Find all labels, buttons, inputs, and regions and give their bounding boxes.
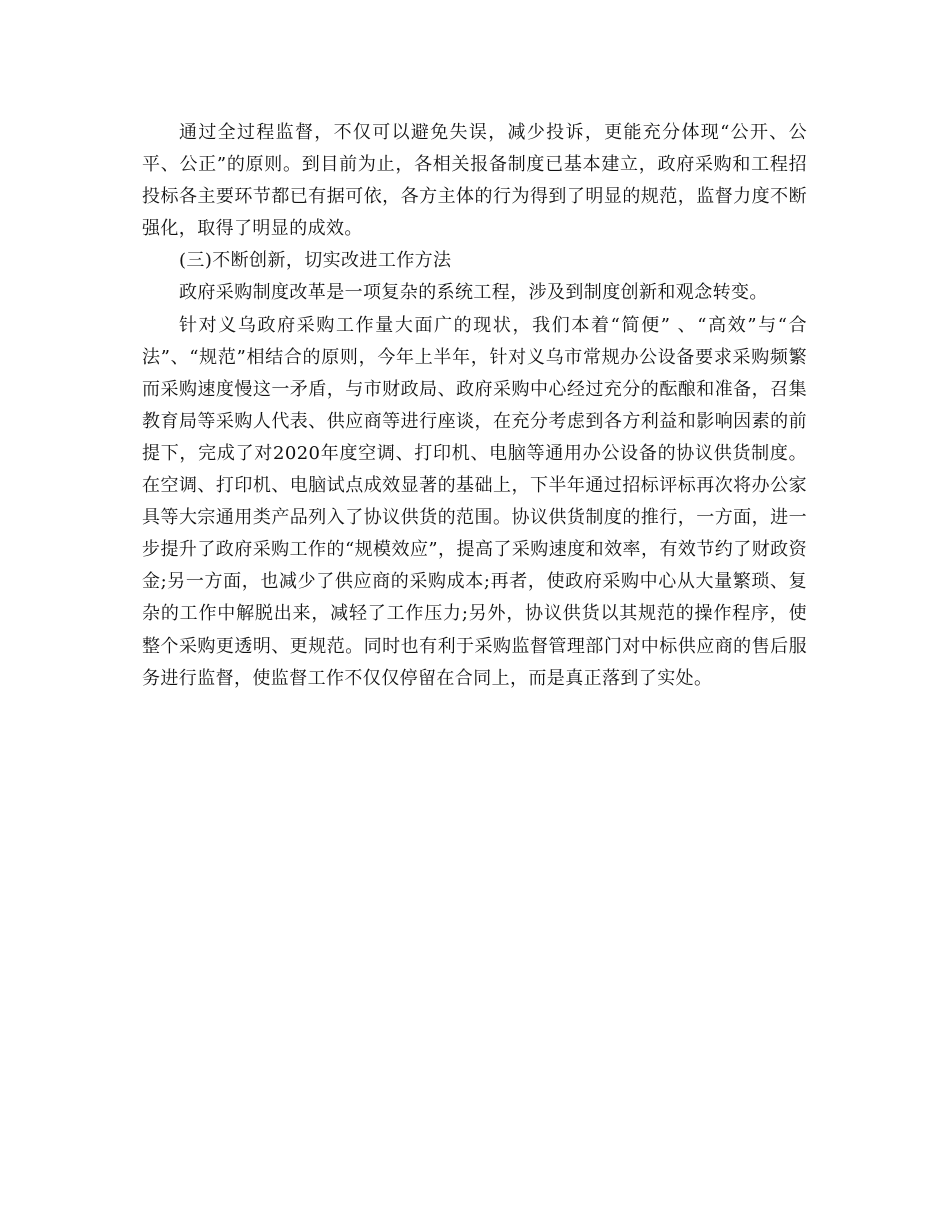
document-body [142,117,807,695]
section-heading-innovation: (三)不断创新，切实改进工作方法 [179,250,452,272]
paragraph-supervision: 通过全过程监督，不仅可以避免失误，减少投诉，更能充分体现“公开、公平、公正”的原则。到目前为止，各相关报备制度已基本建立，政府采购和工程招投标各主要环节都已有据可依，各方主体的行为得到了明显的规范，监督力度不断强化，取得了明显的成效。 [142,122,807,240]
paragraph-agreement-supply: 针对义乌政府采购工作量大面广的现状，我们本着“简便” 、“高效”与“合法”、“规范”相结合的原则，今年上半年，针对义乌市常规办公设备要求采购频繁而采购速度慢这一矛盾，与市财政局、政府采购中心经过充分的酝酿和准备，召集教育局等采购人代表、供应商等进行座谈，在充分考虑到各方利益和影响因素的前提下，完成了对2020年度空调、打印机、电脑等通用办公设备的协议供货制度。在空调、打印机、电脑试点成效显著的基础上，下半年通过招标评标再次将办公家具等大宗通用类产品列入了协议供货的范围。协议供货制度的推行，一方面，进一步提升了政府采购工作的“规模效应”，提高了采购速度和效率，有效节约了财政资金;另一方面，也减少了供应商的采购成本;再者，使政府采购中心从大量繁琐、复杂的工作中解脱出来，减轻了工作压力;另外，协议供货以其规范的操作程序，使整个采购更透明、更规范。同时也有利于采购监督管理部门对中标供应商的售后服务进行监督，使监督工作不仅仅停留在合同上，而是真正落到了实处。 [142,314,807,689]
paragraph-reform: 政府采购制度改革是一项复杂的系统工程，涉及到制度创新和观念转变。 [179,282,768,304]
